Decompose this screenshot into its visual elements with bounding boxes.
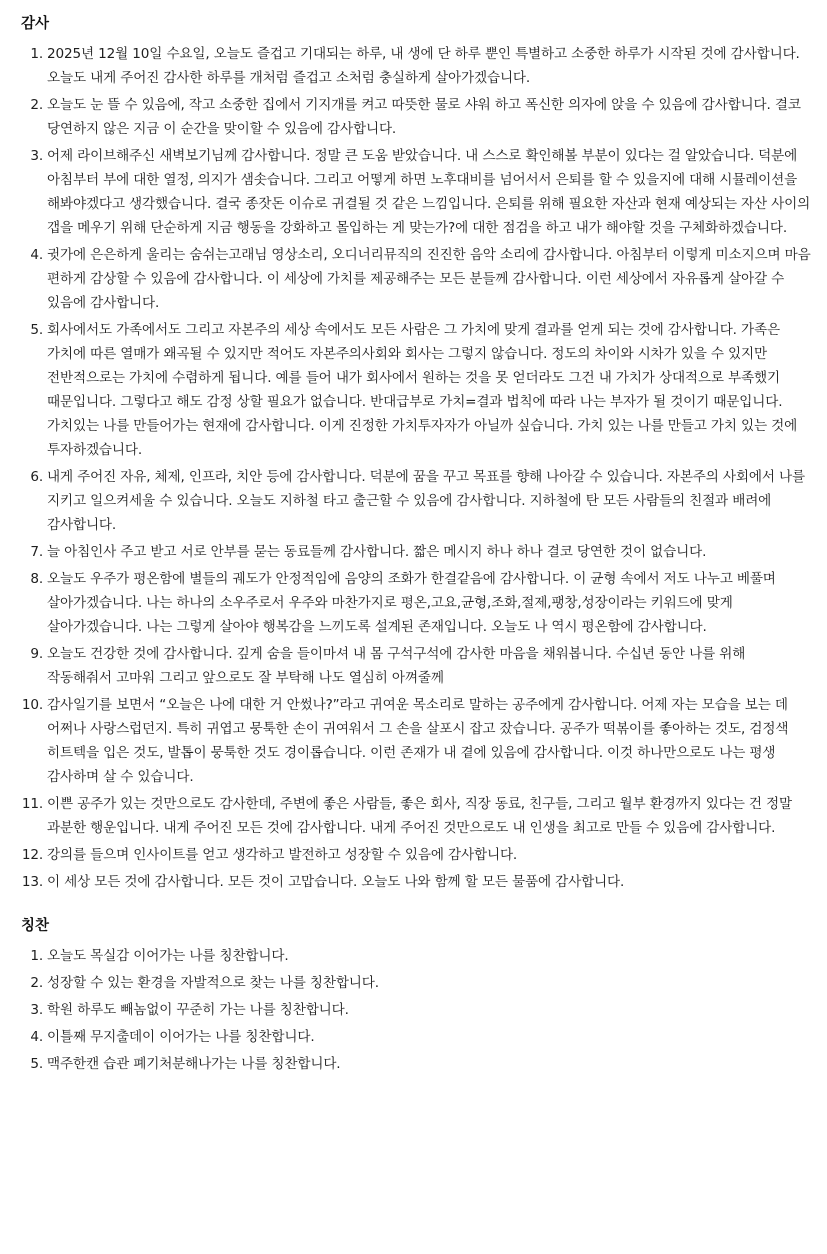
list-item: 13. 이 세상 모든 것에 감사합니다. 모든 것이 고맙습니다. 오늘도 나와 함께 할 모든 물품에 감사합니다. <box>21 874 625 890</box>
list-item-text: 오늘도 건강한 것에 감사합니다. 깊게 숨을 들이마셔 내 몸 구석구석에 감사한 마음을 채워봅니다. 수십년 동안 나를 위해 작동해줘서 고마워 그리고 앞으로도 잘 부탁해 나도 열심히 아껴줄께 <box>47 646 746 686</box>
list-item: 3. 학원 하루도 빼놈없이 꾸준히 가는 나를 칭찬합니다. <box>30 1002 349 1018</box>
section-title-praise: 칭찬 <box>21 918 50 934</box>
list-item: 4. 귓가에 은은하게 울리는 숨쉬는고래님 영상소리, 오디너리뮤직의 진진한 음악 소리에 감사합니다. 아침부터 이렇게 미소지으며 마음 편하게 감상할 수 있음에 감사합니다. 이 세상에 가치를 제공해주는 모든 분들께 감사합니다. 이런 세상에서 자유롭게 살아갈 수 있음에 감사합니다. <box>30 247 811 311</box>
praise-list <box>21 944 811 1076</box>
list-item: 5. 맥주한캔 습관 폐기처분해나가는 나를 칭찬합니다. <box>30 1056 341 1072</box>
list-item-text: 맥주한캔 습관 폐기처분해나가는 나를 칭찬합니다. <box>47 1056 341 1072</box>
list-item: 2. 오늘도 눈 뜰 수 있음에, 작고 소중한 집에서 기지개를 켜고 따뜻한 물로 샤워 하고 폭신한 의자에 앉을 수 있음에 감사합니다. 결코 당연하지 않은 지금 이 순간을 맞이할 수 있음에 감사합니다. <box>30 97 801 137</box>
list-item-text: 이틀째 무지출데이 이어가는 나를 칭찬합니다. <box>47 1029 315 1045</box>
list-item: 4. 이틀째 무지출데이 이어가는 나를 칭찬합니다. <box>30 1029 315 1045</box>
list-item: 1. 오늘도 목실감 이어가는 나를 칭찬합니다. <box>30 948 289 964</box>
gratitude-list <box>21 42 811 894</box>
list-item: 2. 성장할 수 있는 환경을 자발적으로 찾는 나를 칭찬합니다. <box>30 975 379 991</box>
list-item-text: 2025년 12월 10일 수요일, 오늘도 즐겁고 기대되는 하루, 내 생에 단 하루 뿐인 특별하고 소중한 하루가 시작된 것에 감사합니다. 오늘도 내게 주어진 감사한 하루를 개처럼 즐겁고 소처럼 충실하게 살아가겠습니다. <box>47 46 800 86</box>
list-item-text: 내게 주어진 자유, 체제, 인프라, 치안 등에 감사합니다. 덕분에 꿈을 꾸고 목표를 향해 나아갈 수 있습니다. 자본주의 사회에서 나를 지키고 일으켜세울 수 있습니다. 오늘도 지하철 타고 출근할 수 있음에 감사합니다. 지하철에 탄 모든 사람들의 친절과 배려에 감사합니다. <box>47 469 805 533</box>
list-item-text: 강의를 들으며 인사이트를 얻고 생각하고 발전하고 성장할 수 있음에 감사합니다. <box>47 847 518 863</box>
list-item-text: 감사일기를 보면서 “오늘은 나에 대한 거 안썼나?”라고 귀여운 목소리로 말하는 공주에게 감사합니다. 어제 자는 모습을 보는 데 어쩌나 사랑스럽던지. 특히 귀엽고 뭉툭한 손이 귀여워서 그 손을 살포시 잡고 잤습니다. 공주가 떡볶이를 좋아하는 것도, 검정색 히트텍을 입은 것도, 발톱이 뭉툭한 것도 경이롭습니다. 이런 존재가 내 곁에 있음에 감사합니다. 이것 하나만으로도 나는 평생 감사하며 살 수 있습니다. <box>47 697 789 785</box>
list-item: 11. 이쁜 공주가 있는 것만으로도 감사한데, 주변에 좋은 사람들, 좋은 회사, 직장 동료, 친구들, 그리고 월부 환경까지 있다는 건 정말 과분한 행운입니다. 내게 주어진 모든 것에 감사합니다. 내게 주어진 것만으로도 내 인생을 최고로 만들 수 있음에 감사합니다. <box>21 796 793 836</box>
list-item: 7. 늘 아침인사 주고 받고 서로 안부를 묻는 동료들께 감사합니다. 짧은 메시지 하나 하나 결코 당연한 것이 없습니다. <box>30 544 707 560</box>
list-item: 6. 내게 주어진 자유, 체제, 인프라, 치안 등에 감사합니다. 덕분에 꿈을 꾸고 목표를 향해 나아갈 수 있습니다. 자본주의 사회에서 나를 지키고 일으켜세울 수 있습니다. 오늘도 지하철 타고 출근할 수 있음에 감사합니다. 지하철에 탄 모든 사람들의 친절과 배려에 감사합니다. <box>30 469 805 533</box>
list-item-text: 오늘도 우주가 평온함에 별들의 궤도가 안정적임에 음양의 조화가 한결같음에 감사합니다. 이 균형 속에서 저도 나누고 베풀며 살아가겠습니다. 나는 하나의 소우주로서 우주와 마찬가지로 평온,고요,균형,조화,절제,팽창,성장이라는 키워드에 맞게 살아가겠습니다. 나는 그렇게 살아야 행복감을 느끼도록 설계된 존재입니다. 오늘도 나 역시 평온함에 감사합니다. <box>47 571 776 635</box>
list-item: 9. 오늘도 건강한 것에 감사합니다. 깊게 숨을 들이마셔 내 몸 구석구석에 감사한 마음을 채워봅니다. 수십년 동안 나를 위해 작동해줘서 고마워 그리고 앞으로도 잘 부탁해 나도 열심히 아껴줄께 <box>30 646 746 686</box>
list-item: 12. 강의를 들으며 인사이트를 얻고 생각하고 발전하고 성장할 수 있음에 감사합니다. <box>21 847 518 863</box>
list-item-text: 이 세상 모든 것에 감사합니다. 모든 것이 고맙습니다. 오늘도 나와 함께 할 모든 물품에 감사합니다. <box>47 874 625 890</box>
list-item-text: 어제 라이브해주신 새벽보기님께 감사합니다. 정말 큰 도움 받았습니다. 내 스스로 확인해볼 부분이 있다는 걸 알았습니다. 덕분에 아침부터 부에 대한 열정, 의지가 샘솟습니다. 그리고 어떻게 하면 노후대비를 넘어서서 은퇴를 할 수 있을지에 대해 시뮬레이션을 해봐야겠다고 생각했습니다. 결국 종잣돈 이슈로 귀결될 것 같은 느낌입니다. 은퇴를 위해 필요한 자산과 현재 예상되는 자산 사이의 갭을 메우기 위해 단순하게 지금 행동을 강화하고 몰입하는 게 맞는가?에 대한 점검을 하고 내가 해야할 것을 구체화하겠습니다. <box>47 148 811 236</box>
section-title-gratitude: 감사 <box>21 16 50 32</box>
list-item-text: 늘 아침인사 주고 받고 서로 안부를 묻는 동료들께 감사합니다. 짧은 메시지 하나 하나 결코 당연한 것이 없습니다. <box>47 544 707 560</box>
list-item-text: 성장할 수 있는 환경을 자발적으로 찾는 나를 칭찬합니다. <box>47 975 379 991</box>
list-item-text: 이쁜 공주가 있는 것만으로도 감사한데, 주변에 좋은 사람들, 좋은 회사, 직장 동료, 친구들, 그리고 월부 환경까지 있다는 건 정말 과분한 행운입니다. 내게 주어진 모든 것에 감사합니다. 내게 주어진 것만으로도 내 인생을 최고로 만들 수 있음에 감사합니다. <box>47 796 793 836</box>
list-item-text: 오늘도 눈 뜰 수 있음에, 작고 소중한 집에서 기지개를 켜고 따뜻한 물로 샤워 하고 폭신한 의자에 앉을 수 있음에 감사합니다. 결코 당연하지 않은 지금 이 순간을 맞이할 수 있음에 감사합니다. <box>47 97 801 137</box>
list-item: 8. 오늘도 우주가 평온함에 별들의 궤도가 안정적임에 음양의 조화가 한결같음에 감사합니다. 이 균형 속에서 저도 나누고 베풀며 살아가겠습니다. 나는 하나의 소우주로서 우주와 마찬가지로 평온,고요,균형,조화,절제,팽창,성장이라는 키워드에 맞게 살아가겠습니다. 나는 그렇게 살아야 행복감을 느끼도록 설계된 존재입니다. 오늘도 나 역시 평온함에 감사합니다. <box>30 571 776 635</box>
list-item-text: 학원 하루도 빼놈없이 꾸준히 가는 나를 칭찬합니다. <box>47 1002 349 1018</box>
list-item-text: 오늘도 목실감 이어가는 나를 칭찬합니다. <box>47 948 289 964</box>
list-item-text: 회사에서도 가족에서도 그리고 자본주의 세상 속에서도 모든 사람은 그 가치에 맞게 결과를 얻게 되는 것에 감사합니다. 가족은 가치에 따른 열매가 왜곡될 수 있지만 적어도 자본주의사회와 회사는 그렇지 않습니다. 정도의 차이와 시차가 있을 수 있지만 전반적으로는 가치에 수렴하게 됩니다. 예를 들어 내가 회사에서 원하는 것을 못 얻더라도 그건 내 가치가 상대적으로 부족했기 때문입니다. 그렇다고 해도 감정 상할 필요가 없습니다. 반대급부로 가치=결과 법칙에 따라 나는 부자가 될 것이기 때문입니다. 가치있는 나를 만들어가는 현재에 감사합니다. 이게 진정한 가치투자자가 아닐까 싶습니다. 가치 있는 나를 만들고 가치 있는 것에 투자하겠습니다. <box>47 322 798 458</box>
list-item: 1. 2025년 12월 10일 수요일, 오늘도 즐겁고 기대되는 하루, 내 생에 단 하루 뿐인 특별하고 소중한 하루가 시작된 것에 감사합니다. 오늘도 내게 주어진 감사한 하루를 개처럼 즐겁고 소처럼 충실하게 살아가겠습니다. <box>30 46 800 86</box>
list-item: 3. 어제 라이브해주신 새벽보기님께 감사합니다. 정말 큰 도움 받았습니다. 내 스스로 확인해볼 부분이 있다는 걸 알았습니다. 덕분에 아침부터 부에 대한 열정, 의지가 샘솟습니다. 그리고 어떻게 하면 노후대비를 넘어서서 은퇴를 할 수 있을지에 대해 시뮬레이션을 해봐야겠다고 생각했습니다. 결국 종잣돈 이슈로 귀결될 것 같은 느낌입니다. 은퇴를 위해 필요한 자산과 현재 예상되는 자산 사이의 갭을 메우기 위해 단순하게 지금 행동을 강화하고 몰입하는 게 맞는가?에 대한 점검을 하고 내가 해야할 것을 구체화하겠습니다. <box>30 148 811 236</box>
list-item: 10. 감사일기를 보면서 “오늘은 나에 대한 거 안썼나?”라고 귀여운 목소리로 말하는 공주에게 감사합니다. 어제 자는 모습을 보는 데 어쩌나 사랑스럽던지. 특히 귀엽고 뭉툭한 손이 귀여워서 그 손을 살포시 잡고 잤습니다. 공주가 떡볶이를 좋아하는 것도, 검정색 히트텍을 입은 것도, 발톱이 뭉툭한 것도 경이롭습니다. 이런 존재가 내 곁에 있음에 감사합니다. 이것 하나만으로도 나는 평생 감사하며 살 수 있습니다. <box>21 697 789 785</box>
list-item-text: 귓가에 은은하게 울리는 숨쉬는고래님 영상소리, 오디너리뮤직의 진진한 음악 소리에 감사합니다. 아침부터 이렇게 미소지으며 마음 편하게 감상할 수 있음에 감사합니다. 이 세상에 가치를 제공해주는 모든 분들께 감사합니다. 이런 세상에서 자유롭게 살아갈 수 있음에 감사합니다. <box>47 247 811 311</box>
list-item: 5. 회사에서도 가족에서도 그리고 자본주의 세상 속에서도 모든 사람은 그 가치에 맞게 결과를 얻게 되는 것에 감사합니다. 가족은 가치에 따른 열매가 왜곡될 수 있지만 적어도 자본주의사회와 회사는 그렇지 않습니다. 정도의 차이와 시차가 있을 수 있지만 전반적으로는 가치에 수렴하게 됩니다. 예를 들어 내가 회사에서 원하는 것을 못 얻더라도 그건 내 가치가 상대적으로 부족했기 때문입니다. 그렇다고 해도 감정 상할 필요가 없습니다. 반대급부로 가치=결과 법칙에 따라 나는 부자가 될 것이기 때문입니다. 가치있는 나를 만들어가는 현재에 감사합니다. 이게 진정한 가치투자자가 아닐까 싶습니다. 가치 있는 나를 만들고 가치 있는 것에 투자하겠습니다. <box>30 322 798 458</box>
